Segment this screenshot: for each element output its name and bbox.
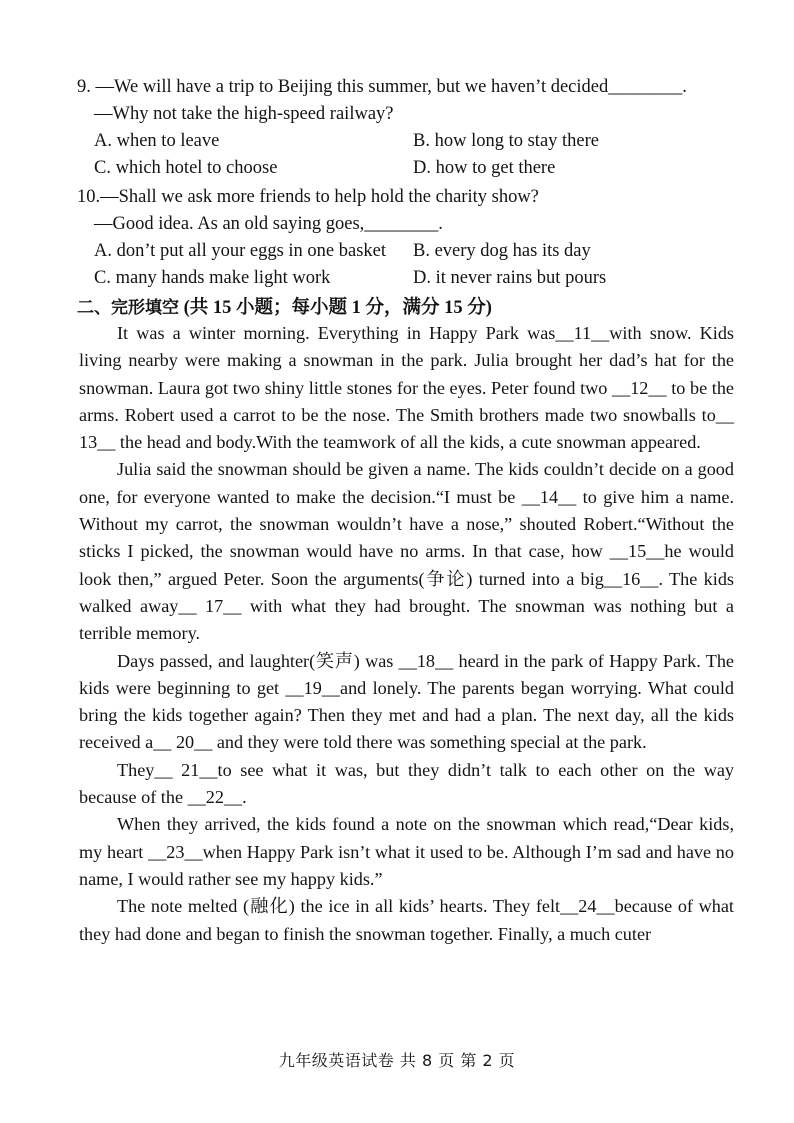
question-9-option-b: B. how long to stay there (413, 131, 600, 151)
section-title-cn: 二、完形填空 (77, 298, 179, 318)
question-9-stem: 9. —We will have a trip to Beijing this summer, but we haven’t decided________. (77, 77, 687, 97)
section-title (77, 293, 492, 319)
page-footer: 九年级英语试卷 共 8 页 第 2 页 (278, 1051, 516, 1070)
passage-paragraph-1: It was a winter morning. Everything in Happy Park was__11__with snow. Kids living nearby were making a snowman in the park. Julia brought her dad’s hat for the snowman. Laura got two shiny little stones for the eyes. Peter found two __12__ to be the arms. Robert used a carrot to be the nose. The Smith brothers made two snowballs to__ 13__ the head and body.With the teamwork of all the kids, a cute snowman appeared. (79, 323, 734, 453)
passage-paragraph-3: Days passed, and laughter(笑声) was __18__ heard in the park of Happy Park. The kids were beginning to get __19__and lonely. The parents began worrying. What could bring the kids together again? Then they met and had a plan. The next day, all the kids received a__ 20__ and they were told there was something special at the park. (79, 650, 734, 753)
passage-paragraph-2: Julia said the snowman should be given a name. The kids couldn’t decide on a good one, for everyone wanted to make the decision.“I must be __14__ to give him a name. Without my carrot, the snowman wouldn’t have a nose,” shouted Robert.“Without the sticks I picked, the snowman would have no arms. In that case, how __15__he would look then,” argued Peter. Soon the arguments(争论) turned into a big__16__. The kids walked away__ 17__ with what they had brought. The snowman was nothing but a terrible memory. (79, 459, 734, 644)
cloze-passage (79, 320, 734, 948)
passage-paragraph-4: They__ 21__to see what it was, but they didn’t talk to each other on the way because of the __22__. (79, 759, 734, 808)
passage-paragraph-6: The note melted (融化) the ice in all kids’ hearts. They felt__24__because of what they had done and began to finish the snowman together. Finally, a much cuter (79, 896, 734, 944)
question-9-option-d: D. how to get there (413, 158, 556, 178)
question-9-option-a: A. when to leave (94, 131, 220, 151)
section-title-scoring: (共 15 小题；每小题 1 分，满分 15 分) (179, 298, 492, 318)
passage-paragraph-5: When they arrived, the kids found a note on the snowman which read,“Dear kids, my heart __23__when Happy Park isn’t what it used to be. Although I’m sad and have no name, I would rather see my happy kids.” (79, 814, 734, 889)
question-10-reply: —Good idea. As an old saying goes,________. (94, 214, 443, 234)
question-10-option-b: B. every dog has its day (413, 241, 591, 261)
question-10-option-d: D. it never rains but pours (413, 268, 607, 288)
question-10-stem: 10.—Shall we ask more friends to help hold the charity show? (77, 187, 539, 207)
question-10-option-c: C. many hands make light work (94, 268, 331, 288)
question-9-option-c: C. which hotel to choose (94, 158, 278, 178)
question-10-option-a: A. don’t put all your eggs in one basket (94, 241, 387, 261)
question-9-reply: —Why not take the high-speed railway? (94, 104, 394, 124)
